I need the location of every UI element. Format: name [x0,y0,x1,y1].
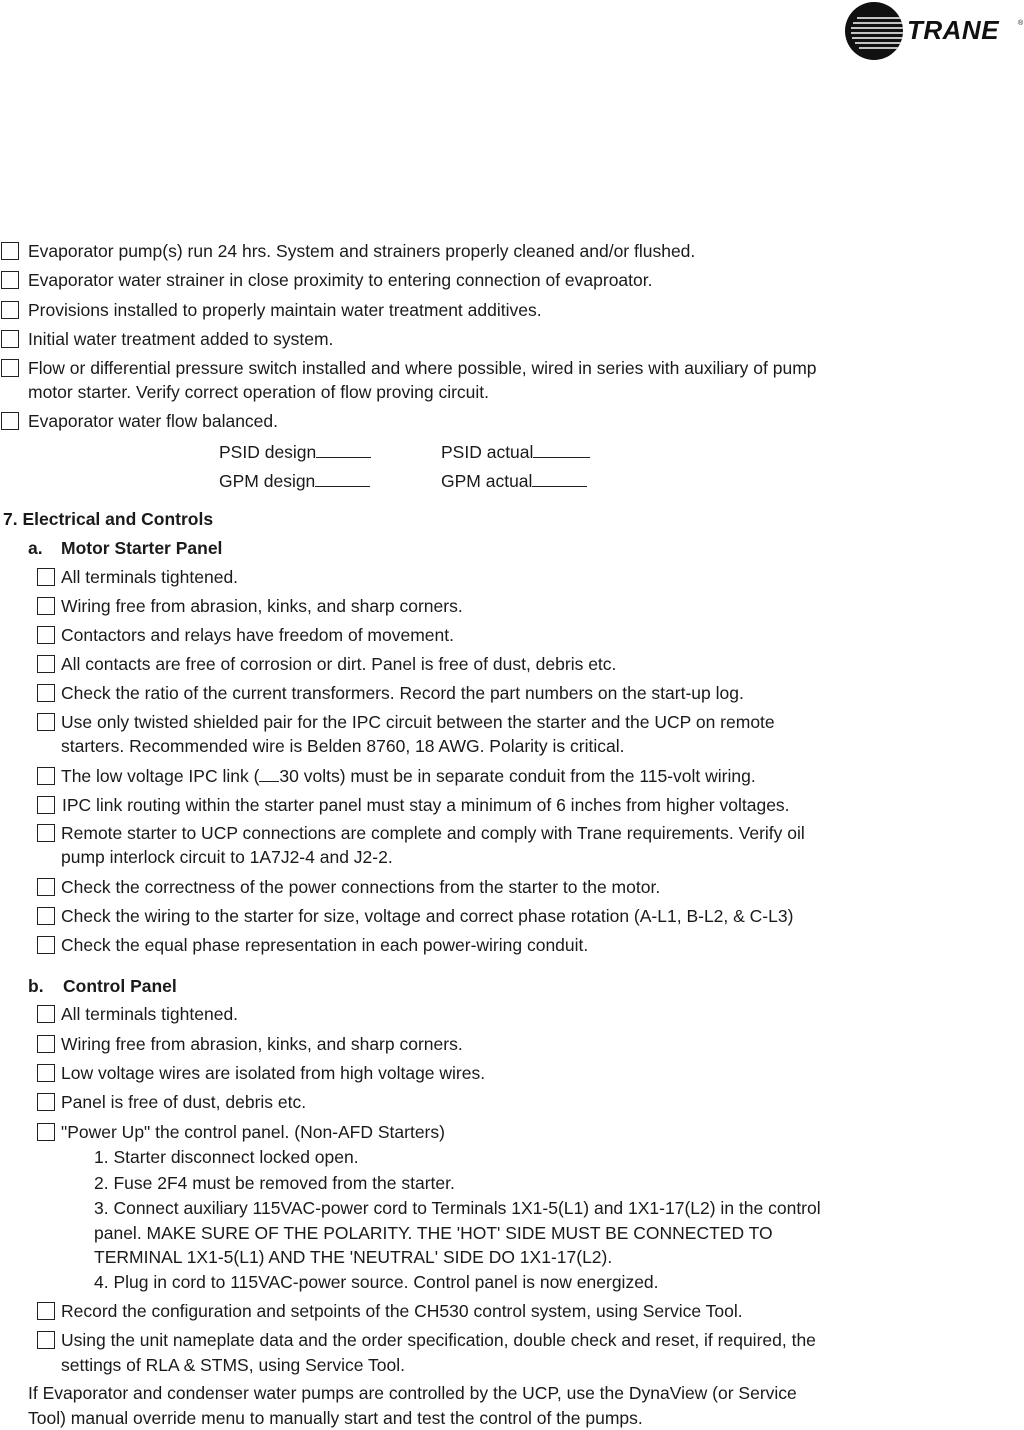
item-text: settings of RLA & STMS, using Service Tool. [61,1355,406,1375]
checkbox[interactable] [37,907,55,925]
item-text: Provisions installed to properly maintain water treatment additives. [28,300,542,320]
item-text: Check the ratio of the current transformers. Record the part numbers on the start-up log. [61,683,744,703]
item-text: Check the equal phase representation in each power-wiring conduit. [61,935,589,955]
field-label: GPM design [219,471,316,491]
item-text: "Power Up" the control panel. (Non-AFD Starters) [61,1122,445,1142]
checkbox[interactable] [37,824,55,842]
checkbox[interactable] [37,1093,55,1111]
voltage-blank [259,767,279,782]
checkbox[interactable] [1,330,19,348]
gpm-design-blank[interactable] [315,472,370,487]
checkbox[interactable] [37,655,55,673]
field-label: GPM actual [441,471,533,491]
item-text: Flow or differential pressure switch installed and where possible, wired in series with auxiliary of pump [28,358,817,378]
item-text: Contactors and relays have freedom of movement. [61,625,454,645]
item-text: Wiring free from abrasion, kinks, and sharp corners. [61,596,463,616]
step-text: 1. Starter disconnect locked open. [94,1147,359,1167]
trane-logo-mark [843,0,905,62]
field-label: PSID design [219,442,317,462]
psid-actual-field [441,440,590,464]
checkbox[interactable] [37,1123,55,1141]
checkbox[interactable] [37,684,55,702]
checkbox[interactable] [37,767,55,785]
item-text: All contacts are free of corrosion or dirt. Panel is free of dust, debris etc. [61,654,617,674]
checkbox[interactable] [37,878,55,896]
item-text [61,764,756,788]
footer-note-line: If Evaporator and condenser water pumps are controlled by the UCP, use the DynaView (or Service [28,1383,797,1403]
item-text: All terminals tightened. [61,567,239,587]
checkbox[interactable] [37,568,55,586]
gpm-actual-field [441,469,587,493]
item-text: Low voltage wires are isolated from high voltage wires. [61,1063,486,1083]
item-text: Initial water treatment added to system. [28,329,334,349]
checkbox[interactable] [1,301,19,319]
item-text-part: The low voltage IPC link ( [61,766,260,786]
checkbox[interactable] [37,1064,55,1082]
subsection-title: Control Panel [63,976,177,996]
item-text: Wiring free from abrasion, kinks, and sharp corners. [61,1034,463,1054]
checkbox[interactable] [37,1302,55,1320]
item-text: All terminals tightened. [61,1004,239,1024]
checkbox[interactable] [1,359,19,377]
gpm-actual-blank[interactable] [532,472,587,487]
checkbox[interactable] [37,626,55,644]
checkbox[interactable] [1,271,19,289]
item-text: Check the correctness of the power connections from the starter to the motor. [61,877,661,897]
psid-design-field [219,440,371,464]
checkbox[interactable] [37,1035,55,1053]
step-text: TERMINAL 1X1-5(L1) AND THE 'NEUTRAL' SIDE DO 1X1-17(L2). [94,1247,613,1267]
item-text: IPC link routing within the starter panel must stay a minimum of 6 inches from higher voltages. [62,795,790,815]
checkbox[interactable] [37,1331,55,1349]
checkbox[interactable] [37,936,55,954]
item-text: Remote starter to UCP connections are complete and comply with Trane requirements. Verify oil [61,823,805,843]
subsection-label: a. [28,538,43,558]
registered-mark: ® [1018,20,1024,27]
checkbox[interactable] [37,796,55,814]
item-text: Record the configuration and setpoints of the CH530 control system, using Service Tool. [61,1301,743,1321]
checkbox[interactable] [37,713,55,731]
footer-note-line: Tool) manual override menu to manually start and test the control of the pumps. [28,1408,643,1428]
checkbox[interactable] [1,412,19,430]
item-text: Evaporator water flow balanced. [28,411,278,431]
item-text: Evaporator pump(s) run 24 hrs. System and strainers properly cleaned and/or flushed. [28,241,696,261]
checkbox[interactable] [1,242,19,260]
item-text: Panel is free of dust, debris etc. [61,1092,307,1112]
item-text: Evaporator water strainer in close proximity to entering connection of evaproator. [28,270,653,290]
brand-name: TRANE [907,15,1000,45]
gpm-design-field [219,469,370,493]
subsection-title: Motor Starter Panel [61,538,223,558]
step-text: 3. Connect auxiliary 115VAC-power cord to Terminals 1X1-5(L1) and 1X1-17(L2) in the control [94,1198,821,1218]
subsection-a-heading [28,536,223,560]
item-text: Use only twisted shielded pair for the IPC circuit between the starter and the UCP on remote [61,712,775,732]
subsection-b-heading [28,974,177,998]
trane-logo [843,0,1024,62]
checkbox[interactable] [37,1005,55,1023]
psid-design-blank[interactable] [316,443,371,458]
subsection-label: b. [28,976,44,996]
step-text: 4. Plug in cord to 115VAC-power source. Control panel is now energized. [94,1272,659,1292]
checkbox[interactable] [37,597,55,615]
step-text: panel. MAKE SURE OF THE POLARITY. THE 'HOT' SIDE MUST BE CONNECTED TO [94,1223,773,1243]
item-text: motor starter. Verify correct operation of flow proving circuit. [28,382,490,402]
item-text: Check the wiring to the starter for size, voltage and correct phase rotation (A-L1, B-L2, & C-L3) [61,906,794,926]
field-label: PSID actual [441,442,534,462]
item-text: starters. Recommended wire is Belden 8760, 18 AWG. Polarity is critical. [61,736,625,756]
item-text-part: 30 volts) must be in separate conduit from the 115-volt wiring. [279,766,756,786]
psid-actual-blank[interactable] [533,443,590,458]
item-text: Using the unit nameplate data and the order specification, double check and reset, if required, the [61,1330,816,1350]
item-text: pump interlock circuit to 1A7J2-4 and J2-2. [61,847,393,867]
section-title: 7. Electrical and Controls [3,509,214,529]
step-text: 2. Fuse 2F4 must be removed from the starter. [94,1173,455,1193]
